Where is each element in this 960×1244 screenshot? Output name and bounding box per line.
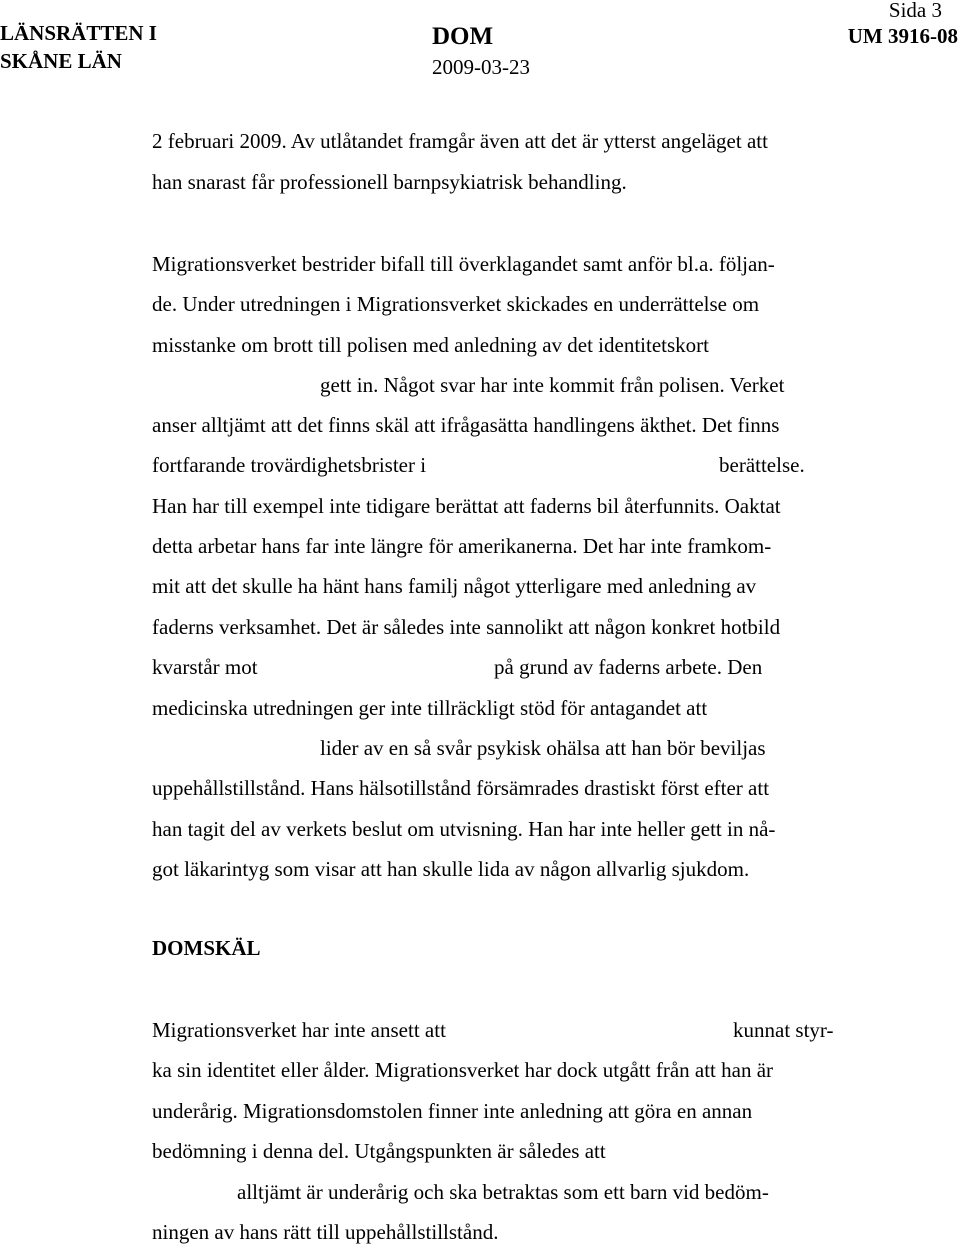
text-line: på grund av faderns arbete. Den xyxy=(494,655,763,679)
text-line: underårig. Migrationsdomstolen finner inte anledning att göra en annan xyxy=(152,1099,753,1123)
text-line: berättelse. xyxy=(719,453,805,477)
text-line: Han har till exempel inte tidigare berättat att faderns bil återfunnits. Oaktat xyxy=(152,494,781,518)
text-line: kvarstår mot xyxy=(152,655,258,679)
text-line: ningen av hans rätt till uppehållstillstånd. xyxy=(152,1220,499,1244)
text-line: 2 februari 2009. Av utlåtandet framgår även att det är ytterst angeläget att xyxy=(152,129,768,153)
text-line: anser alltjämt att det finns skäl att ifrågasätta handlingens äkthet. Det finns xyxy=(152,413,780,437)
court-name-line-2: SKÅNE LÄN xyxy=(0,49,122,73)
text-line: faderns verksamhet. Det är således inte sannolikt att någon konkret hotbild xyxy=(152,615,781,639)
text-line: Migrationsverket bestrider bifall till överklagandet samt anför bl.a. följan- xyxy=(152,252,775,276)
text-line: medicinska utredningen ger inte tillräckligt stöd för antagandet att xyxy=(152,696,708,720)
text-line: detta arbetar hans far inte längre för amerikanerna. Det har inte framkom- xyxy=(152,534,772,558)
section-heading: DOMSKÄL xyxy=(152,936,261,960)
text-line: got läkarintyg som visar att han skulle lida av någon allvarlig sjukdom. xyxy=(152,857,750,881)
case-number: UM 3916-08 xyxy=(847,24,958,48)
document-date: 2009-03-23 xyxy=(432,55,530,79)
text-line: gett in. Något svar har inte kommit från polisen. Verket xyxy=(320,373,785,397)
document-type: DOM xyxy=(432,23,494,50)
text-line: mit att det skulle ha hänt hans familj något ytterligare med anledning av xyxy=(152,574,757,598)
text-line: han tagit del av verkets beslut om utvisning. Han har inte heller gett in nå- xyxy=(152,817,776,841)
text-line: bedömning i denna del. Utgångspunkten är således att xyxy=(152,1139,606,1163)
text-line: Migrationsverket har inte ansett att xyxy=(152,1018,446,1042)
text-line: lider av en så svår psykisk ohälsa att han bör beviljas xyxy=(320,736,766,760)
text-line: kunnat styr- xyxy=(733,1018,834,1042)
text-line: misstanke om brott till polisen med anledning av det identitetskort xyxy=(152,333,709,357)
text-line: de. Under utredningen i Migrationsverket skickades en underrättelse om xyxy=(152,292,760,316)
court-name-line-1: LÄNSRÄTTEN I xyxy=(0,21,157,45)
text-line: ka sin identitet eller ålder. Migrationsverket har dock utgått från att han är xyxy=(152,1058,774,1082)
page-number: Sida 3 xyxy=(888,0,942,22)
text-line: uppehållstillstånd. Hans hälsotillstånd försämrades drastiskt först efter att xyxy=(152,776,770,800)
text-line: han snarast får professionell barnpsykiatrisk behandling. xyxy=(152,170,627,194)
text-line: fortfarande trovärdighetsbrister i xyxy=(152,453,427,477)
text-line: alltjämt är underårig och ska betraktas som ett barn vid bedöm- xyxy=(237,1180,769,1204)
